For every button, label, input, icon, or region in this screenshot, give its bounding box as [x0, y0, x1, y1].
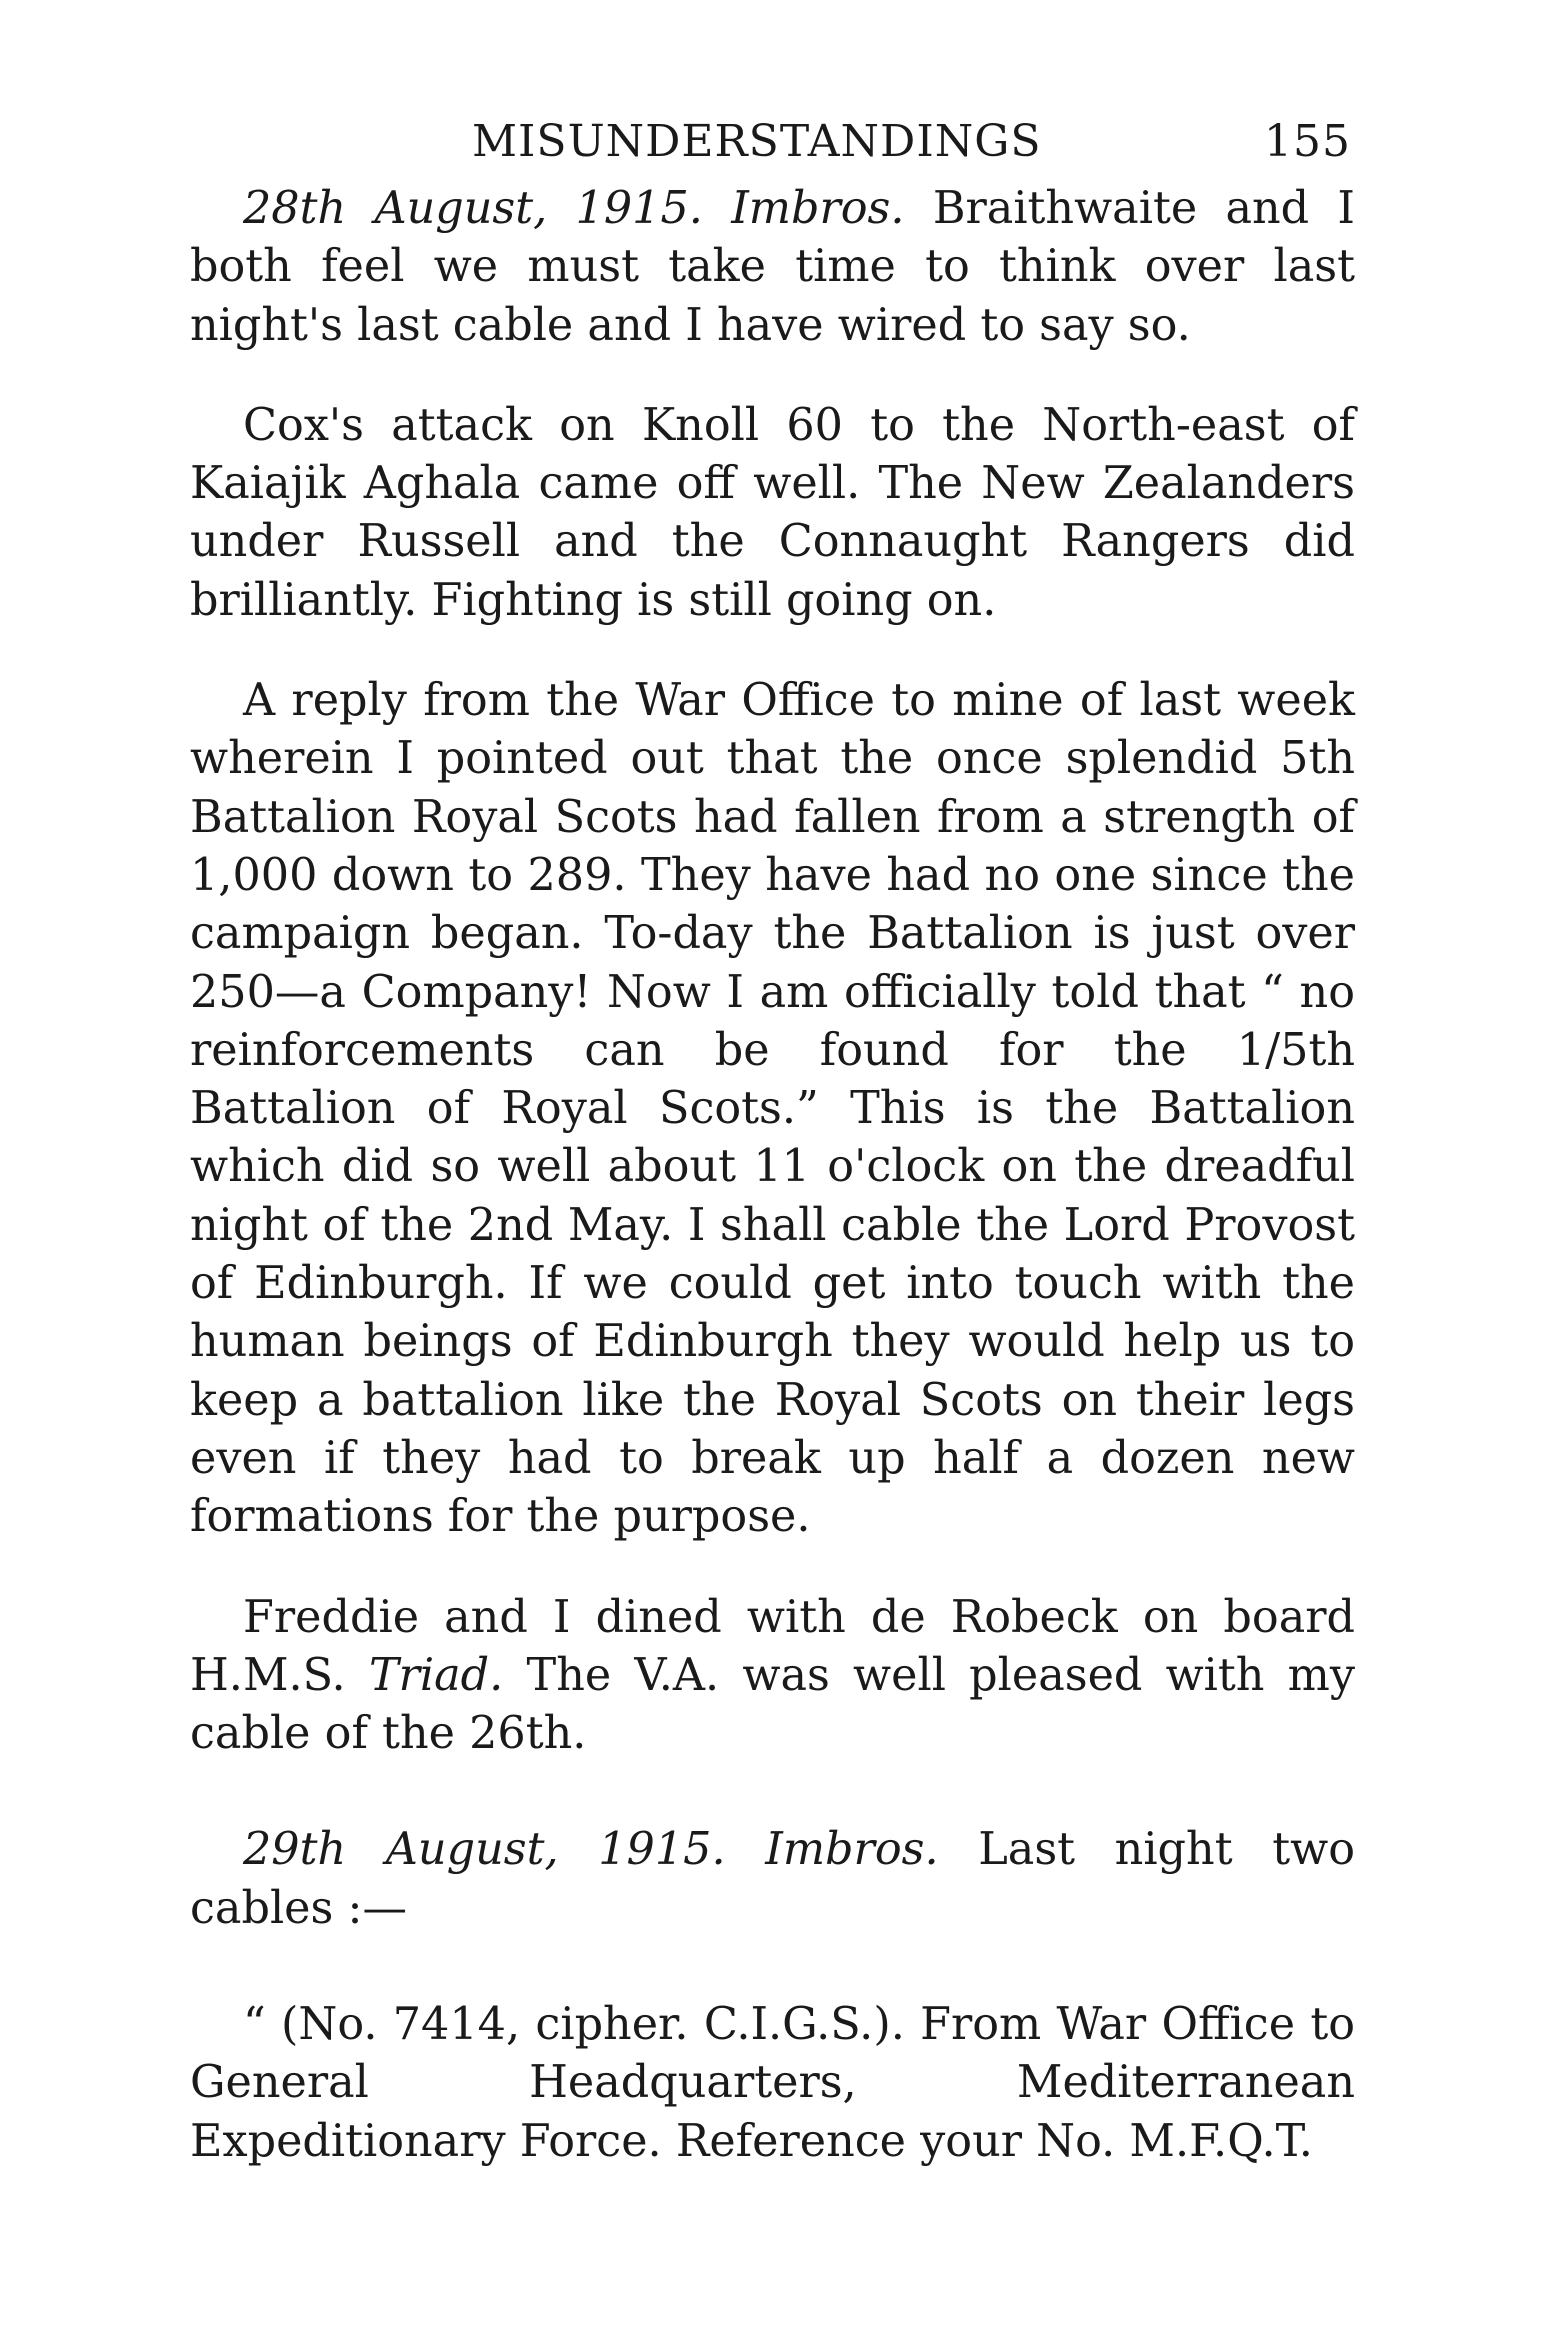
- paragraph-knoll-60: Cox's attack on Knoll 60 to the North-east of Kaiajik Aghala came off well. The New Zealanders under Russell and the Connaught Rangers did brilliantly. Fighting is still going on.: [190, 399, 1355, 626]
- paragraph-dinner-triad: [190, 1589, 1355, 1764]
- entry-place: Imbros.: [731, 183, 905, 234]
- paragraph-text-before: Freddie and I dined with de Robeck on board H.M.S.: [190, 1591, 1355, 1701]
- cable-quotation: “ (No. 7414, cipher. C.I.G.S.). From War Office to General Headquarters, Mediterranean Expeditionary Force. Reference your No. M.F.Q.T.: [190, 1999, 1355, 2167]
- paragraph-royal-scots: A reply from the War Office to mine of last week wherein I pointed out that the once splendid 5th Battalion Royal Scots had fallen from a strength of 1,000 down to 289. They have had no one since the campaign began. To-day the Battalion is just over 250—a Company! Now I am officially told that “ no reinforcements can be found for the 1/5th Battalion of Royal Scots.” This is the Battalion which did so well about 11 o'clock on the dreadful night of the 2nd May. I shall cable the Lord Provost of Edinburgh. If we could get into touch with the human beings of Edinburgh they would help us to keep a battalion like the Royal Scots on their legs even if they had to break up half a dozen new formations for the purpose.: [190, 675, 1355, 1543]
- diary-entry-29-august: [190, 1821, 1355, 1938]
- ship-name: Triad.: [368, 1649, 504, 1701]
- paragraph-text-after: The V.A. was well pleased with my cable of the 26th.: [190, 1649, 1356, 1760]
- entry-place: Imbros.: [765, 1824, 939, 1876]
- diary-entry-28-august: [190, 180, 1355, 355]
- book-page: [190, 110, 1355, 2171]
- running-head: [190, 110, 1355, 180]
- page-number: 155: [1264, 116, 1351, 167]
- chapter-title: MISUNDERSTANDINGS: [472, 116, 1042, 167]
- entry-text: Braithwaite and I both feel we must take time to think over last night's last cable and I have wired to say so.: [190, 183, 1355, 351]
- body-text: [190, 180, 1355, 2171]
- entry-date: 28th August, 1915.: [243, 183, 703, 234]
- entry-date: 29th August, 1915.: [243, 1824, 726, 1876]
- entry-text: Last night two cables :—: [190, 1824, 1355, 1934]
